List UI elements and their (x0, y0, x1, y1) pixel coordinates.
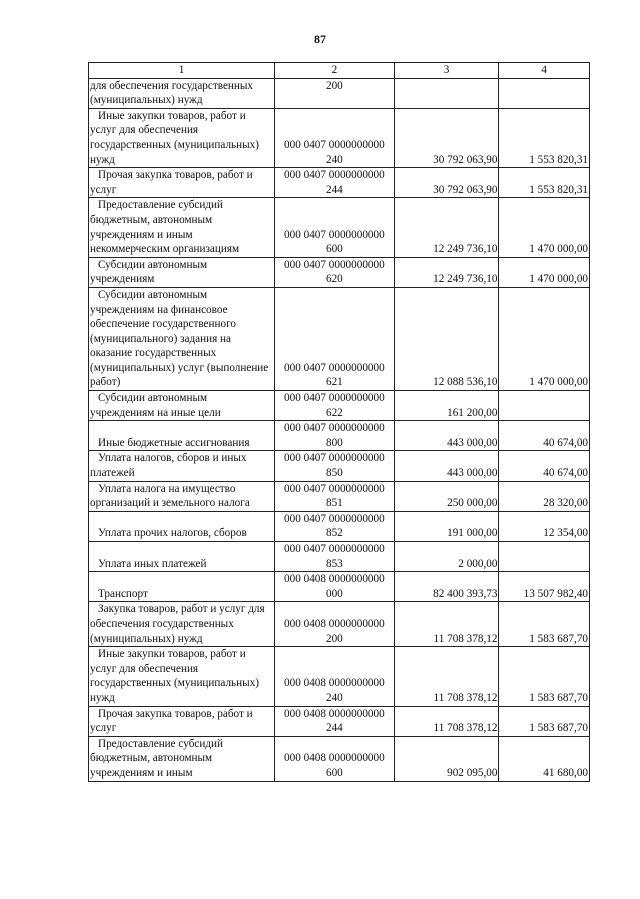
row-name-cell (89, 706, 275, 736)
row-name-cell (89, 391, 275, 421)
row-name: Уплата прочих налогов, сборов (98, 527, 247, 540)
row-name-cell (89, 736, 275, 781)
row-name: Уплата налога на имущество организаций и земельного налога (90, 482, 250, 510)
row-name: Субсидии автономным учреждениям на иные цели (90, 392, 221, 419)
row-code: 000 0407 0000000000 600 (275, 198, 394, 257)
row-name: Субсидии автономным учреждениям (90, 258, 208, 286)
table-row (89, 391, 590, 421)
row-name: Транспорт (98, 587, 148, 600)
row-code: 000 0407 0000000000 621 (275, 287, 394, 390)
row-value-col3: 2 000,00 (394, 542, 499, 572)
header-col-3: 3 (394, 63, 499, 79)
row-code: 000 0407 0000000000 853 (275, 542, 394, 572)
row-code: 000 0408 0000000000 000 (275, 572, 394, 602)
row-code: 000 0407 0000000000 851 (275, 481, 394, 511)
row-value-col4 (499, 78, 590, 108)
row-name-cell (89, 198, 275, 257)
row-value-col4: 28 320,00 (499, 481, 590, 511)
row-value-col3: 250 000,00 (394, 481, 499, 511)
row-value-col3: 443 000,00 (394, 421, 499, 451)
row-name: Предоставление субсидий бюджетным, автономным учреждениям и иным некоммерческим организациям (90, 199, 240, 256)
row-code: 200 (275, 78, 394, 108)
row-value-col4: 40 674,00 (499, 451, 590, 481)
row-value-col3: 12 249 736,10 (394, 198, 499, 257)
row-code: 000 0408 0000000000 600 (275, 736, 394, 781)
page-number: 87 (314, 32, 326, 46)
row-code: 000 0407 0000000000 850 (275, 451, 394, 481)
row-value-col4: 12 354,00 (499, 511, 590, 541)
row-value-col3: 11 708 378,12 (394, 647, 499, 706)
table-header (89, 63, 590, 79)
row-value-col4: 1 470 000,00 (499, 287, 590, 390)
header-row (89, 63, 590, 79)
budget-table (88, 62, 590, 782)
row-code: 000 0408 0000000000 244 (275, 706, 394, 736)
row-name-cell (89, 78, 275, 108)
table-row (89, 481, 590, 511)
row-name: Иные закупки товаров, работ и услуг для обеспечения государственных (муниципальных) нужд (90, 648, 259, 704)
row-value-col4: 1 583 687,70 (499, 706, 590, 736)
row-code: 000 0408 0000000000 200 (275, 602, 394, 647)
table-row (89, 511, 590, 541)
row-name: Уплата налогов, сборов и иных платежей (90, 452, 247, 480)
table-row (89, 647, 590, 706)
table-row (89, 257, 590, 287)
table-row (89, 451, 590, 481)
header-col-1: 1 (89, 63, 275, 79)
header-col-4: 4 (499, 63, 590, 79)
header-col-2: 2 (275, 63, 394, 79)
row-value-col4: 1 553 820,31 (499, 108, 590, 167)
table-row (89, 421, 590, 451)
row-name-cell (89, 602, 275, 647)
row-value-col3: 191 000,00 (394, 511, 499, 541)
row-name: для обеспечения государственных (муниципальных) нужд (90, 79, 254, 107)
row-value-col4 (499, 542, 590, 572)
row-value-col4: 40 674,00 (499, 421, 590, 451)
row-name: Закупка товаров, работ и услуг для обеспечения государственных (муниципальных) нужд (90, 603, 265, 645)
row-name-cell (89, 257, 275, 287)
row-name: Предоставление субсидий бюджетным, автономным учреждениям и иным (90, 737, 224, 779)
table-row (89, 602, 590, 647)
row-code: 000 0407 0000000000 240 (275, 108, 394, 167)
row-value-col3: 11 708 378,12 (394, 706, 499, 736)
table-row (89, 287, 590, 390)
row-value-col4: 13 507 982,40 (499, 572, 590, 602)
row-value-col4 (499, 391, 590, 421)
row-value-col3: 82 400 393,73 (394, 572, 499, 602)
row-value-col4: 41 680,00 (499, 736, 590, 781)
row-value-col3: 30 792 063,90 (394, 168, 499, 198)
table-row (89, 572, 590, 602)
row-value-col3 (394, 78, 499, 108)
row-code: 000 0407 0000000000 620 (275, 257, 394, 287)
row-value-col4: 1 470 000,00 (499, 257, 590, 287)
table-body (89, 78, 590, 781)
row-name: Прочая закупка товаров, работ и услуг (90, 169, 253, 196)
row-value-col3: 30 792 063,90 (394, 108, 499, 167)
row-name: Прочая закупка товаров, работ и услуг (90, 707, 253, 735)
row-name: Иные закупки товаров, работ и услуг для обеспечения государственных (муниципальных) нужд (90, 109, 259, 166)
row-value-col3: 12 249 736,10 (394, 257, 499, 287)
table-row (89, 736, 590, 781)
row-name-cell (89, 287, 275, 390)
row-value-col4: 1 583 687,70 (499, 602, 590, 647)
row-value-col3: 11 708 378,12 (394, 602, 499, 647)
table-row (89, 108, 590, 167)
row-value-col3: 443 000,00 (394, 451, 499, 481)
row-value-col4: 1 583 687,70 (499, 647, 590, 706)
row-value-col3: 902 095,00 (394, 736, 499, 781)
row-code: 000 0407 0000000000 244 (275, 168, 394, 198)
row-value-col3: 12 088 536,10 (394, 287, 499, 390)
row-value-col4: 1 470 000,00 (499, 198, 590, 257)
row-name-cell (89, 511, 275, 541)
row-name-cell (89, 542, 275, 572)
row-name: Иные бюджетные ассигнования (98, 436, 250, 449)
row-name-cell (89, 108, 275, 167)
row-code: 000 0407 0000000000 800 (275, 421, 394, 451)
table-row (89, 168, 590, 198)
row-code: 000 0407 0000000000 622 (275, 391, 394, 421)
row-name-cell (89, 572, 275, 602)
table-row (89, 198, 590, 257)
row-name-cell (89, 647, 275, 706)
table-row (89, 78, 590, 108)
row-name-cell (89, 421, 275, 451)
row-name-cell (89, 451, 275, 481)
row-name: Субсидии автономным учреждениям на финансовое обеспечение государственного (муниципального) задания на оказание государственных (муниципальных) услуг (выполнение работ) (90, 288, 269, 389)
table-row (89, 542, 590, 572)
row-name-cell (89, 168, 275, 198)
row-code: 000 0407 0000000000 852 (275, 511, 394, 541)
row-name: Уплата иных платежей (98, 557, 207, 570)
row-code: 000 0408 0000000000 240 (275, 647, 394, 706)
row-value-col4: 1 553 820,31 (499, 168, 590, 198)
row-name-cell (89, 481, 275, 511)
table-row (89, 706, 590, 736)
row-value-col3: 161 200,00 (394, 391, 499, 421)
